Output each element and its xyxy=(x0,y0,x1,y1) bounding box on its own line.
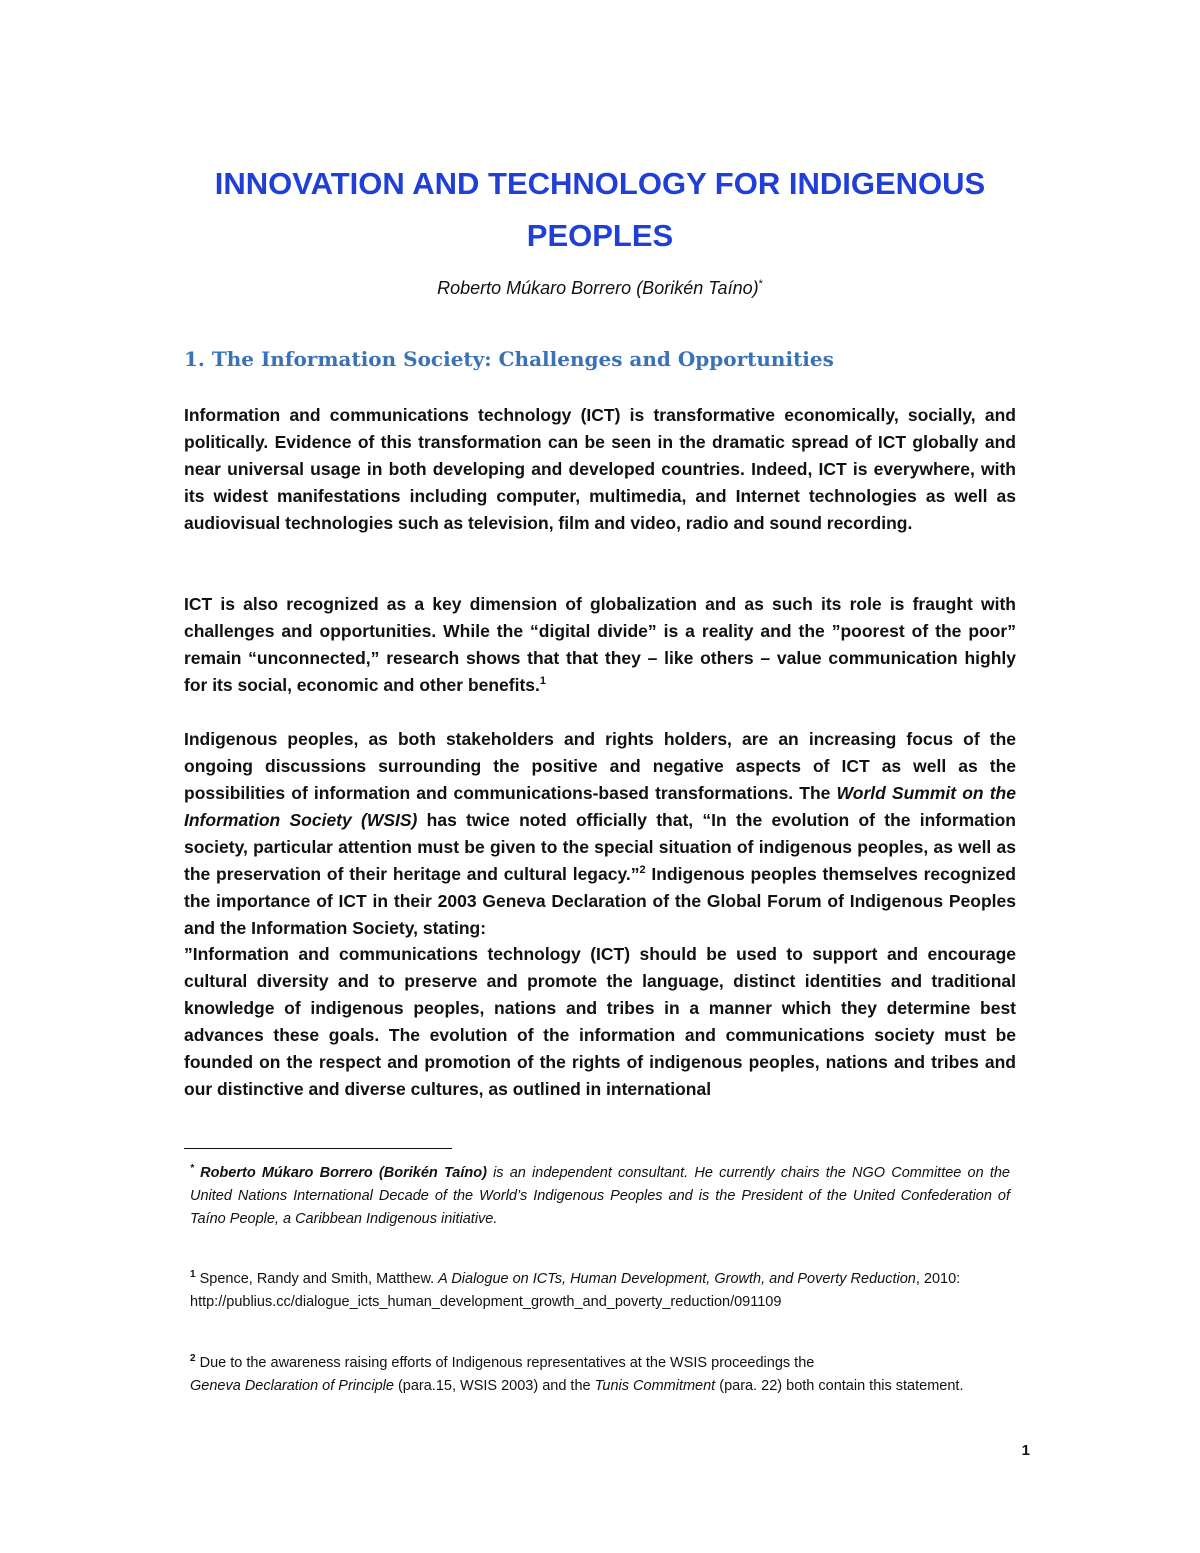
document-title: INNOVATION AND TECHNOLOGY FOR INDIGENOUS PEOPLES xyxy=(214,166,986,253)
footnote-author xyxy=(190,1162,1010,1231)
footnote-2-mid: (para.15, WSIS 2003) and the xyxy=(393,1378,595,1394)
paragraph-3-text-c: Indigenous peoples themselves recognized the importance of ICT in their 2003 Geneva Declaration of the Global Forum of Indigenous Peoples and the Information Society, stating: xyxy=(184,864,1016,938)
footnote-2-geneva: Geneva Declaration of Principle xyxy=(190,1378,394,1394)
section-heading: 1. The Information Society: Challenges and Opportunities xyxy=(184,347,834,371)
footnote-1-title: A Dialogue on ICTs, Human Development, Growth, and Poverty Reduction xyxy=(438,1271,916,1287)
footnote-ref-1: 1 xyxy=(539,675,547,688)
footnote-1-lead: Spence, Randy and Smith, Matthew. xyxy=(195,1271,439,1287)
footnote-author-mark: * xyxy=(190,1163,194,1175)
paragraph-3-text-b: has twice noted officially that, “In the evolution of the information society, particular attention must be given to the special situation of indigenous peoples, as well as the preservation of their heritage and cultural legacy.” xyxy=(184,810,1016,884)
paragraph-3 xyxy=(184,726,1016,942)
paragraph-1: Information and communications technology (ICT) is transformative economically, socially, and politically. Evidence of this transformation can be seen in the dramatic spread of ICT globally and near universal usage in both developing and developed countries. Indeed, ICT is everywhere, with its widest manifestations including computer, multimedia, and Internet technologies as well as audiovisual technologies such as television, film and video, radio and sound recording. xyxy=(184,405,1016,533)
paragraph-3-text-a: Indigenous peoples, as both stakeholders and rights holders, are an increasing focus of the ongoing discussions surrounding the positive and negative aspects of ICT as well as the possibilities of information and communications-based transformations. The xyxy=(184,729,1016,803)
page-number: 1 xyxy=(1021,1442,1030,1459)
footnote-1-url[interactable]: http://publius.cc/dialogue_icts_human_development_growth_and_poverty_reduction/091109 xyxy=(190,1294,782,1310)
footnote-1-mark: 1 xyxy=(190,1269,196,1281)
paragraph-4-quote: ”Information and communications technology (ICT) should be used to support and encourage cultural diversity and to preserve and promote the language, distinct identities and traditional knowledge of indigenous peoples, nations and tribes in a manner which they determine best advances these goals. The evolution of the information and communications society must be founded on the respect and promotion of the rights of indigenous peoples, nations and tribes and our distinctive and diverse cultures, as outlined in international xyxy=(184,944,1016,1099)
footnote-2 xyxy=(190,1352,1010,1398)
footnote-author-text: is an independent consultant. He currently chairs the NGO Committee on the United Nations International Decade of the World’s Indigenous Peoples and is the President of the United Confederation of Taíno People, a Caribbean Indigenous initiative. xyxy=(190,1165,1010,1227)
footnote-1 xyxy=(190,1268,1010,1314)
paragraph-2-text: ICT is also recognized as a key dimension of globalization and as such its role is fraught with challenges and opportunities. While the “digital divide” is a reality and the ”poorest of the poor” remain “unconnected,” research shows that that they – like others – value communication highly for its social, economic and other benefits. xyxy=(184,594,1016,695)
author-name: Roberto Múkaro Borrero (Borikén Taíno) xyxy=(437,278,759,298)
footnote-1-tail: , 2010: xyxy=(915,1271,961,1287)
wsis-name: World Summit on the Information Society (WSIS) xyxy=(184,783,1016,830)
footnote-separator xyxy=(184,1148,452,1149)
footnote-2-mark: 2 xyxy=(190,1353,196,1365)
paragraph-2 xyxy=(184,591,1016,699)
author-footnote-mark: * xyxy=(758,278,763,290)
footnote-author-name: Roberto Múkaro Borrero (Borikén Taíno) xyxy=(200,1165,487,1181)
footnote-2-tail: (para. 22) both contain this statement. xyxy=(715,1378,964,1394)
author-line xyxy=(150,272,1050,300)
footnote-ref-2: 2 xyxy=(639,864,646,877)
footnote-2-lead: Due to the awareness raising efforts of Indigenous representatives at the WSIS proceedings the xyxy=(195,1355,815,1371)
footnote-2-tunis: Tunis Commitment xyxy=(594,1378,716,1394)
